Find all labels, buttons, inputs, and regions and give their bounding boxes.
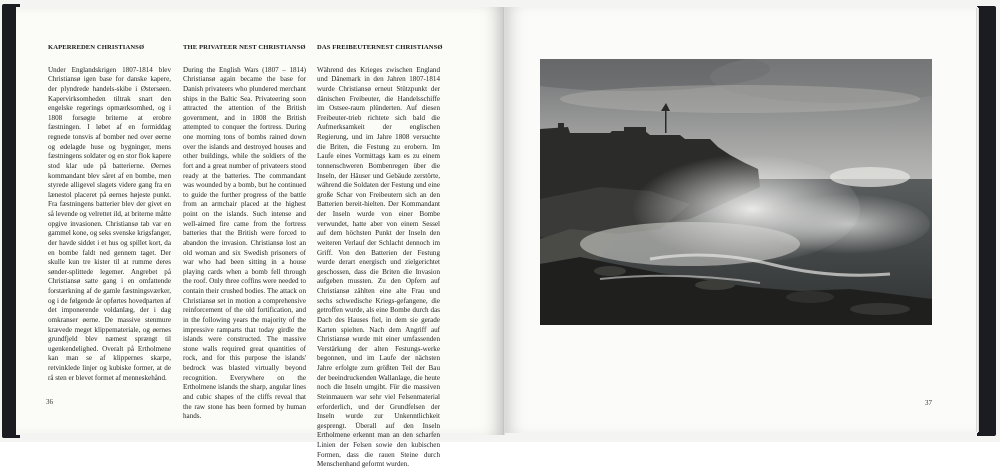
german-heading: DAS FREIBEUTERNEST CHRISTIANSØ xyxy=(317,44,443,51)
left-page-number: 36 xyxy=(46,398,53,406)
english-body-text: During the English Wars (1807 – 1814) Christiansø again became the base for Danish privateers who plundered merchant ships in the Baltic Sea. Privateering soon attracted the attention of the British government, and in 1808 the British attempted to conquer the fortress. During one morning tons of bombs rained down over the islands and destroyed houses and other buildings, while the soldiers of the fort and a great number of privateers stood ready at the batteries. The commandant was wounded by a bomb, but he continued to guide the further progress of the battle from an armchair placed at the highest point on the islands. Such intense and well-aimed fire came from the fortress batteries that the British were forced to abandon the invasion. Christiansø lost an old woman and six Swedish prisoners of war who had been sitting in a house playing cards when a bomb fell through the roof. Only three coffins were needed to contain their crushed bodies. The attack on Christiansø set in motion a comprehensive reinforcement of the old fortification, and in the following years the majority of the impressive ramparts that today girdle the islands were constructed. The massive stone walls required great quantities of rock, and for this purpose the islands' bedrock was blasted virtually beyond recognition. Everywhere on the Ertholmene islands the sharp, angular lines and cubic shapes of the cliffs reveal that the raw stone has been formed by human hands. xyxy=(183,65,306,421)
german-body-text: Während des Krieges zwischen England und Dänemark in den Jahren 1807-1814 wurde Christiansø erneut Stützpunkt der dänischen Freibeuter, die Handelsschiffe im Ostsee-raum plünderten. Auf diesen Freibeuter-trieb richtete sich bald die Aufmerksamkeit der englischen Regierung, und im Jahre 1808 versuchte die Briten, die Festung zu erobern. Im Laufe eines Vormittags kam es zu einem tonnenschweren Bombenregen über die Inseln, der Häuser und Gebäude zerstörte, während die Soldaten der Festung und eine große Schar von Freibeutern sich an den Batterien bereit-hielten. Der Kommandant der Inseln wurde von einer Bombe verwundet, hatte aber von einem Sessel auf dem höchsten Punkt der Inseln den weiteren Verlauf der Schlacht dennoch im Griff. Von den Batterien der Festung wurde derart energisch und zielgerichtet geschossen, dass die Briten die Invasion aufgeben mussten. Zu den Opfern auf Christiansø zählten eine alte Frau und sechs schwedische Kriegs-gefangene, die getroffen wurde, als eine Bombe durch das Dach des Hauses fiel, in dem sie gerade Karten spielten. Nach dem Angriff auf Christiansø wurde mit einer umfassenden Verstärkung der alten Festungs-werke begonnen, und im Laufe der nächsten Jahre erfolgte zum größten Teil der Bau der beeindruckenden Wallanlage, die heute noch die Inseln umgibt. Für die massiven Steinmauern war sehr viel Felsenmaterial erforderlich, und der Grundfelsen der Inseln wurde zur Unkenntlichkeit gesprengt. Überall auf den Inseln Ertholmene erkennt man an den scharfen Linien der Felsen sowie den kubischen Formen, dass die rauen Steine durch Menschenhand geformt wurden. xyxy=(317,65,440,469)
german-column xyxy=(317,43,443,470)
book-cover-right xyxy=(977,6,996,436)
book-gutter xyxy=(503,7,505,435)
danish-body-text: Under Englandskrigen 1807-1814 blev Christiansø igen base for danske kapere, der plyndrede handels-skibe i Østersøen. Kapervirksomheden tiltrak snart den engelske regerings opmærksomhed, og i 1808 forsøgte briterne at erobre fæstningen. I løbet af en formiddag regnede tonsvis af bomber ned over øerne og ødelagde huse og bygninger, mens fæstningens soldater og en stor flok kapere stod klar ude på batterierne. Øernes kommandant blev såret af en bombe, men styrede alligevel slagets videre gang fra en lænestol placeret på øernes højeste punkt. Fra fæstningens batterier blev der givet en så levende og velrettet ild, at briterne måtte opgive invasionen. Christiansø tab var en gammel kone, og seks svenske krigsfanger, der havde siddet i et hus og spillet kort, da en bombe faldt ned gennem taget. Der skulle kun tre kister til at rumme deres sønder-splittede legemer. Angrebet på Christiansø satte gang i en omfattende forstærkning af de gamle fæstningsværker, og i de følgende år opførtes hovedparten af det imponerende voldanlæg, der i dag omkranser øerne. De massive stenmure krævede meget klippemateriale, og øernes grundfjeld blev næmest sprængt til ugenkendelighed. Overalt på Ertholmene kan man se af klippernes skarpe, retvinklede linjer og kubiske former, at de rå sten er blevet formet af menneskehånd. xyxy=(48,65,171,382)
coastal-fortress-photo xyxy=(540,59,932,325)
english-column xyxy=(183,43,306,422)
right-page-number: 37 xyxy=(925,399,932,407)
danish-column xyxy=(48,43,171,383)
page-edges xyxy=(976,8,979,432)
danish-heading: KAPERREDEN CHRISTIANSØ xyxy=(48,44,145,51)
english-heading: THE PRIVATEER NEST CHRISTIANSØ xyxy=(183,44,306,51)
